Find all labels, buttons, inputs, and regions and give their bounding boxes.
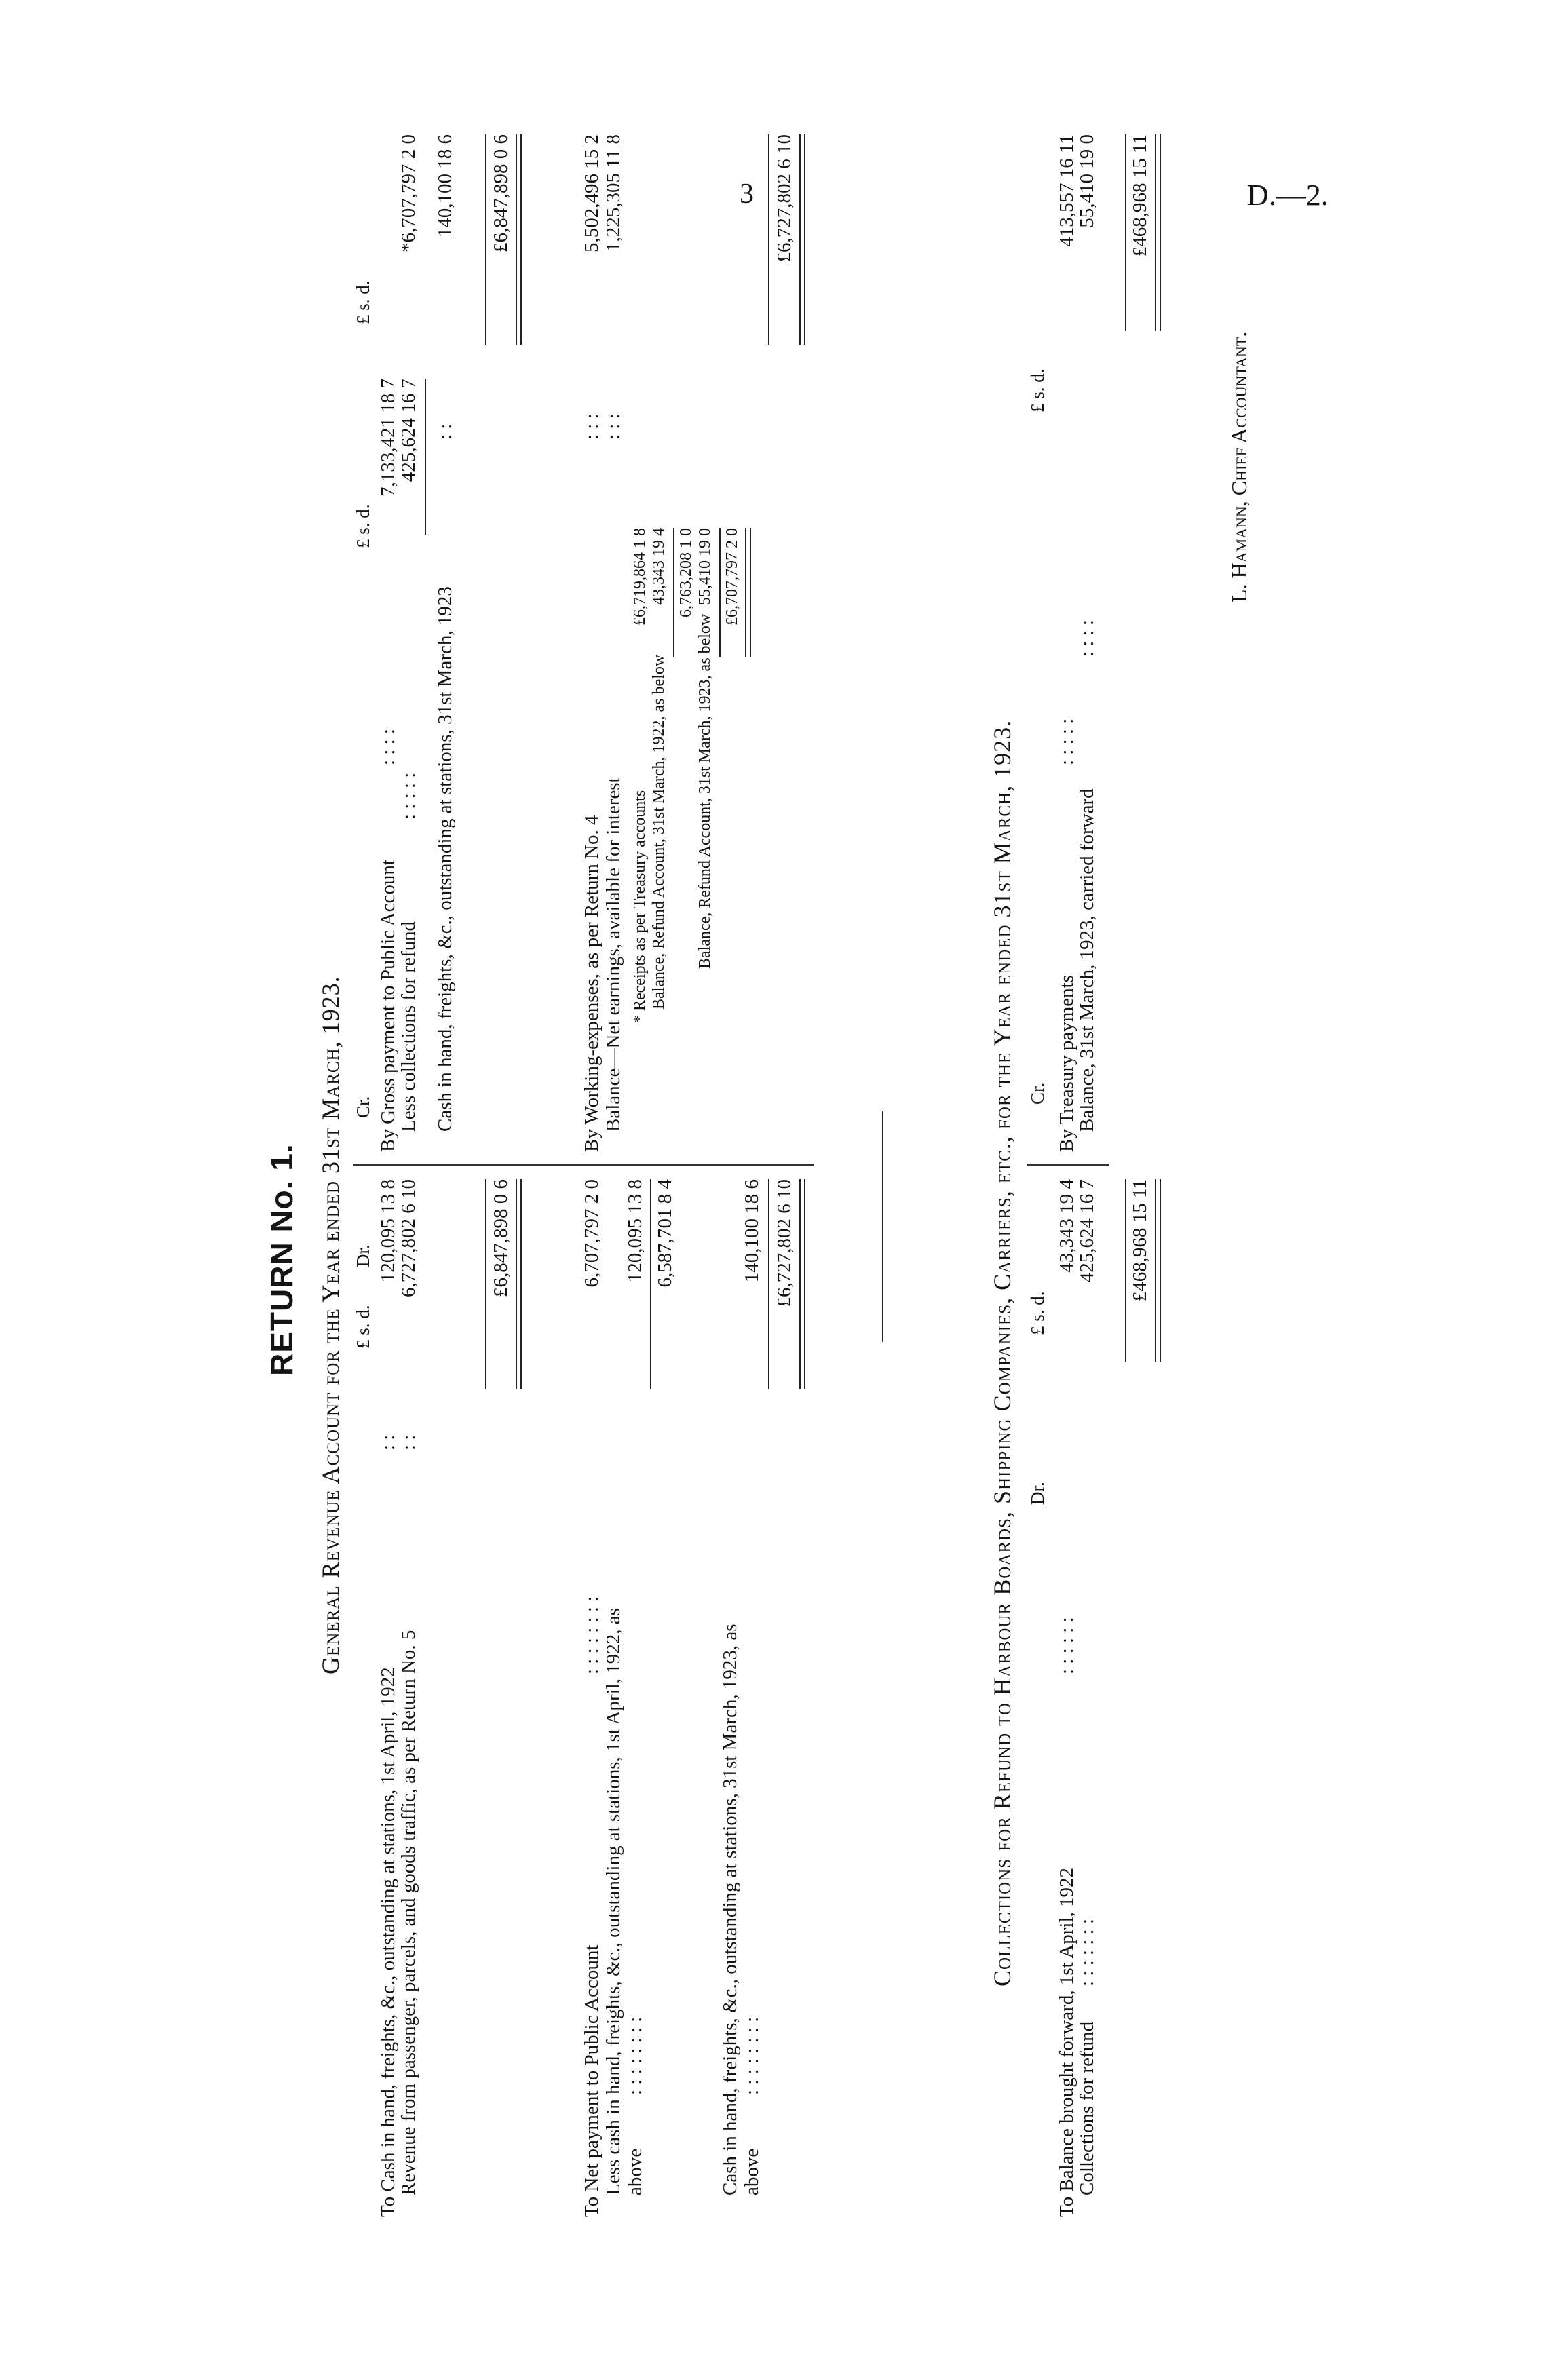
general-revenue-heading: General Revenue Account for the Year ended 31st March, 1923. — [317, 976, 344, 1674]
cr-row-amount-1: 7,133,421 18 7 — [377, 379, 399, 497]
dr-row-amount: 140,100 18 6 — [741, 1179, 763, 1283]
refund-dr-double-rule — [1155, 1179, 1161, 1362]
footnote-amount: 55,410 19 0 — [696, 528, 714, 605]
dr-row-dots: : : : : : : : : — [624, 2016, 646, 2095]
footnote-text: Balance, Refund Account, 31st March, 1922, as below — [650, 654, 668, 1010]
dr-row-text: Revenue from passenger, parcels, and goods traffic, as per Return No. 5 — [398, 1630, 419, 2195]
dr-row-text: To Cash in hand, freights, &c., outstanding at stations, 1st April, 1922 — [377, 1667, 399, 2217]
cr-col-header-1: £ s. d. — [353, 504, 373, 548]
dr-row-text: above — [624, 2148, 646, 2195]
refund-dr-row-text: To Balance brought forward, 1st April, 1922 — [1056, 1867, 1077, 2217]
footnote-rule — [719, 528, 721, 657]
refund-dr-row-text: Collections for refund — [1076, 2021, 1098, 2195]
cr-row-text: By Working-expenses, as per Return No. 4 — [581, 815, 603, 1152]
dr-total-amount: £6,847,898 0 6 — [490, 1179, 512, 1297]
refund-dr-cr-divider — [1027, 1164, 1109, 1166]
dr-label: Dr. — [353, 1244, 373, 1267]
dr-row-dots: : : : : : : : : — [581, 1596, 603, 1674]
cr-subtotal-rule — [485, 134, 486, 345]
signature: L. Hamann, Chief Accountant. — [1227, 331, 1251, 602]
cr-total-amount: £6,847,898 0 6 — [490, 134, 512, 252]
footnote-amount: £6,719,864 1 8 — [631, 528, 649, 626]
cr-row-text: Less collections for refund — [398, 921, 419, 1132]
dr-row-amount: 6,727,802 6 10 — [398, 1179, 419, 1297]
cr-grand-total: £6,727,802 6 10 — [774, 134, 795, 263]
footnote-rule — [673, 528, 674, 657]
cr-row-amount-2: 1,225,305 11 8 — [603, 134, 624, 252]
cr-row-dots: : : — [434, 423, 456, 440]
cr-total-double-rule — [516, 134, 522, 345]
footnote-total: £6,707,797 2 0 — [723, 528, 741, 626]
refund-dr-rule — [1125, 1179, 1126, 1362]
cr-row-text: By Gross payment to Public Account — [377, 860, 399, 1152]
dr-grand-total-double-rule — [799, 1179, 805, 1389]
dr-total-double-rule — [516, 1179, 522, 1389]
cr-label: Cr. — [353, 1096, 373, 1118]
refund-dr-row-amount: 43,343 19 4 — [1056, 1179, 1077, 1273]
dr-row-amount: 6,707,797 2 0 — [581, 1179, 603, 1288]
footnote-double-rule — [745, 528, 751, 657]
dr-row-text: To Net payment to Public Account — [581, 1944, 603, 2217]
dr-row-text: Less cash in hand, freights, &c., outstanding at stations, 1st April, 1922, as — [603, 1608, 624, 2195]
cr-rule — [425, 379, 426, 535]
dr-subtotal-rule — [485, 1179, 486, 1389]
refund-dr-total: £468,968 15 11 — [1129, 1179, 1151, 1302]
dr-col-header: £ s. d. — [353, 1305, 373, 1349]
refund-cr-total: £468,968 15 11 — [1129, 134, 1151, 257]
footnote-text: * Receipts as per Treasury accounts — [631, 790, 649, 1023]
dr-row-amount: 120,095 13 8 — [624, 1179, 646, 1283]
refund-cr-double-rule — [1155, 134, 1161, 331]
refund-cr-row-amount: 55,410 19 0 — [1076, 134, 1098, 228]
refund-cr-row-dots: : : : : — [1076, 620, 1098, 657]
refund-dr-col-header: £ s. d. — [1027, 1291, 1048, 1335]
dr-rule — [768, 1179, 769, 1389]
refund-cr-col-header: £ s. d. — [1027, 368, 1048, 412]
refund-cr-rule — [1125, 134, 1126, 331]
cr-row-amount-2: 5,502,496 15 2 — [581, 134, 603, 252]
refund-dr-row-amount: 425,624 16 7 — [1076, 1179, 1098, 1283]
footnote-amount: 6,763,208 1 0 — [677, 528, 695, 617]
footnote-amount: 43,343 19 4 — [650, 528, 668, 605]
cr-rule — [768, 134, 769, 345]
dr-row-dots: : : : : : : : : — [741, 2016, 763, 2095]
cr-row-text: Cash in hand, freights, &c., outstanding at stations, 31st March, 1923 — [434, 586, 456, 1132]
dr-row-text: Cash in hand, freights, &c., outstanding at stations, 31st March, 1923, as — [719, 1624, 741, 2195]
refund-heading: Collections for Refund to Harbour Boards, Shipping Companies, Carriers, etc., for the Year ended 31st March, 1923. — [989, 719, 1016, 1986]
refund-dr-label: Dr. — [1027, 1482, 1048, 1505]
section-separator — [882, 1111, 883, 1342]
dr-rule — [650, 1179, 651, 1389]
refund-dr-row-dots: : : : : : : : — [1076, 1919, 1098, 1986]
refund-dr-row-dots: : : : : : : — [1056, 1617, 1077, 1674]
dr-row-dots: : : — [398, 1434, 419, 1451]
dr-row-text: above — [741, 2148, 763, 2195]
document-code: D.—2. — [1247, 178, 1329, 212]
refund-cr-row-text: By Treasury payments — [1056, 975, 1077, 1152]
cr-row-dots: : : : — [581, 413, 603, 440]
dr-grand-total: £6,727,802 6 10 — [774, 1179, 795, 1307]
cr-grand-total-double-rule — [799, 134, 805, 345]
cr-row-dots: : : : — [603, 413, 624, 440]
refund-cr-row-text: Balance, 31st March, 1923, carried forward — [1076, 788, 1098, 1132]
refund-cr-row-amount: 413,557 16 11 — [1056, 134, 1077, 247]
dr-row-amount: 6,587,701 8 4 — [654, 1179, 676, 1288]
page-number: 3 — [740, 178, 754, 210]
cr-row-amount-1: 425,624 16 7 — [398, 379, 419, 482]
cr-col-header-2: £ s. d. — [353, 280, 373, 324]
dr-row-amount: 120,095 13 8 — [377, 1179, 399, 1283]
cr-row-amount-2: 140,100 18 6 — [434, 134, 456, 238]
cr-row-dots: : : : : : — [398, 772, 419, 820]
cr-row-text: Balance—Net earnings, available for interest — [603, 777, 624, 1132]
footnote-text: Balance, Refund Account, 31st March, 1923, as below — [696, 613, 714, 969]
refund-cr-label: Cr. — [1027, 1082, 1048, 1105]
cr-row-amount-2: *6,707,797 2 0 — [398, 134, 419, 252]
return-title: RETURN No. 1. — [264, 1143, 299, 1376]
refund-cr-row-dots: : : : : : — [1056, 718, 1077, 765]
dr-cr-divider — [353, 1164, 814, 1166]
cr-row-dots: : : : : — [377, 729, 399, 765]
dr-row-dots: : : — [377, 1434, 399, 1451]
